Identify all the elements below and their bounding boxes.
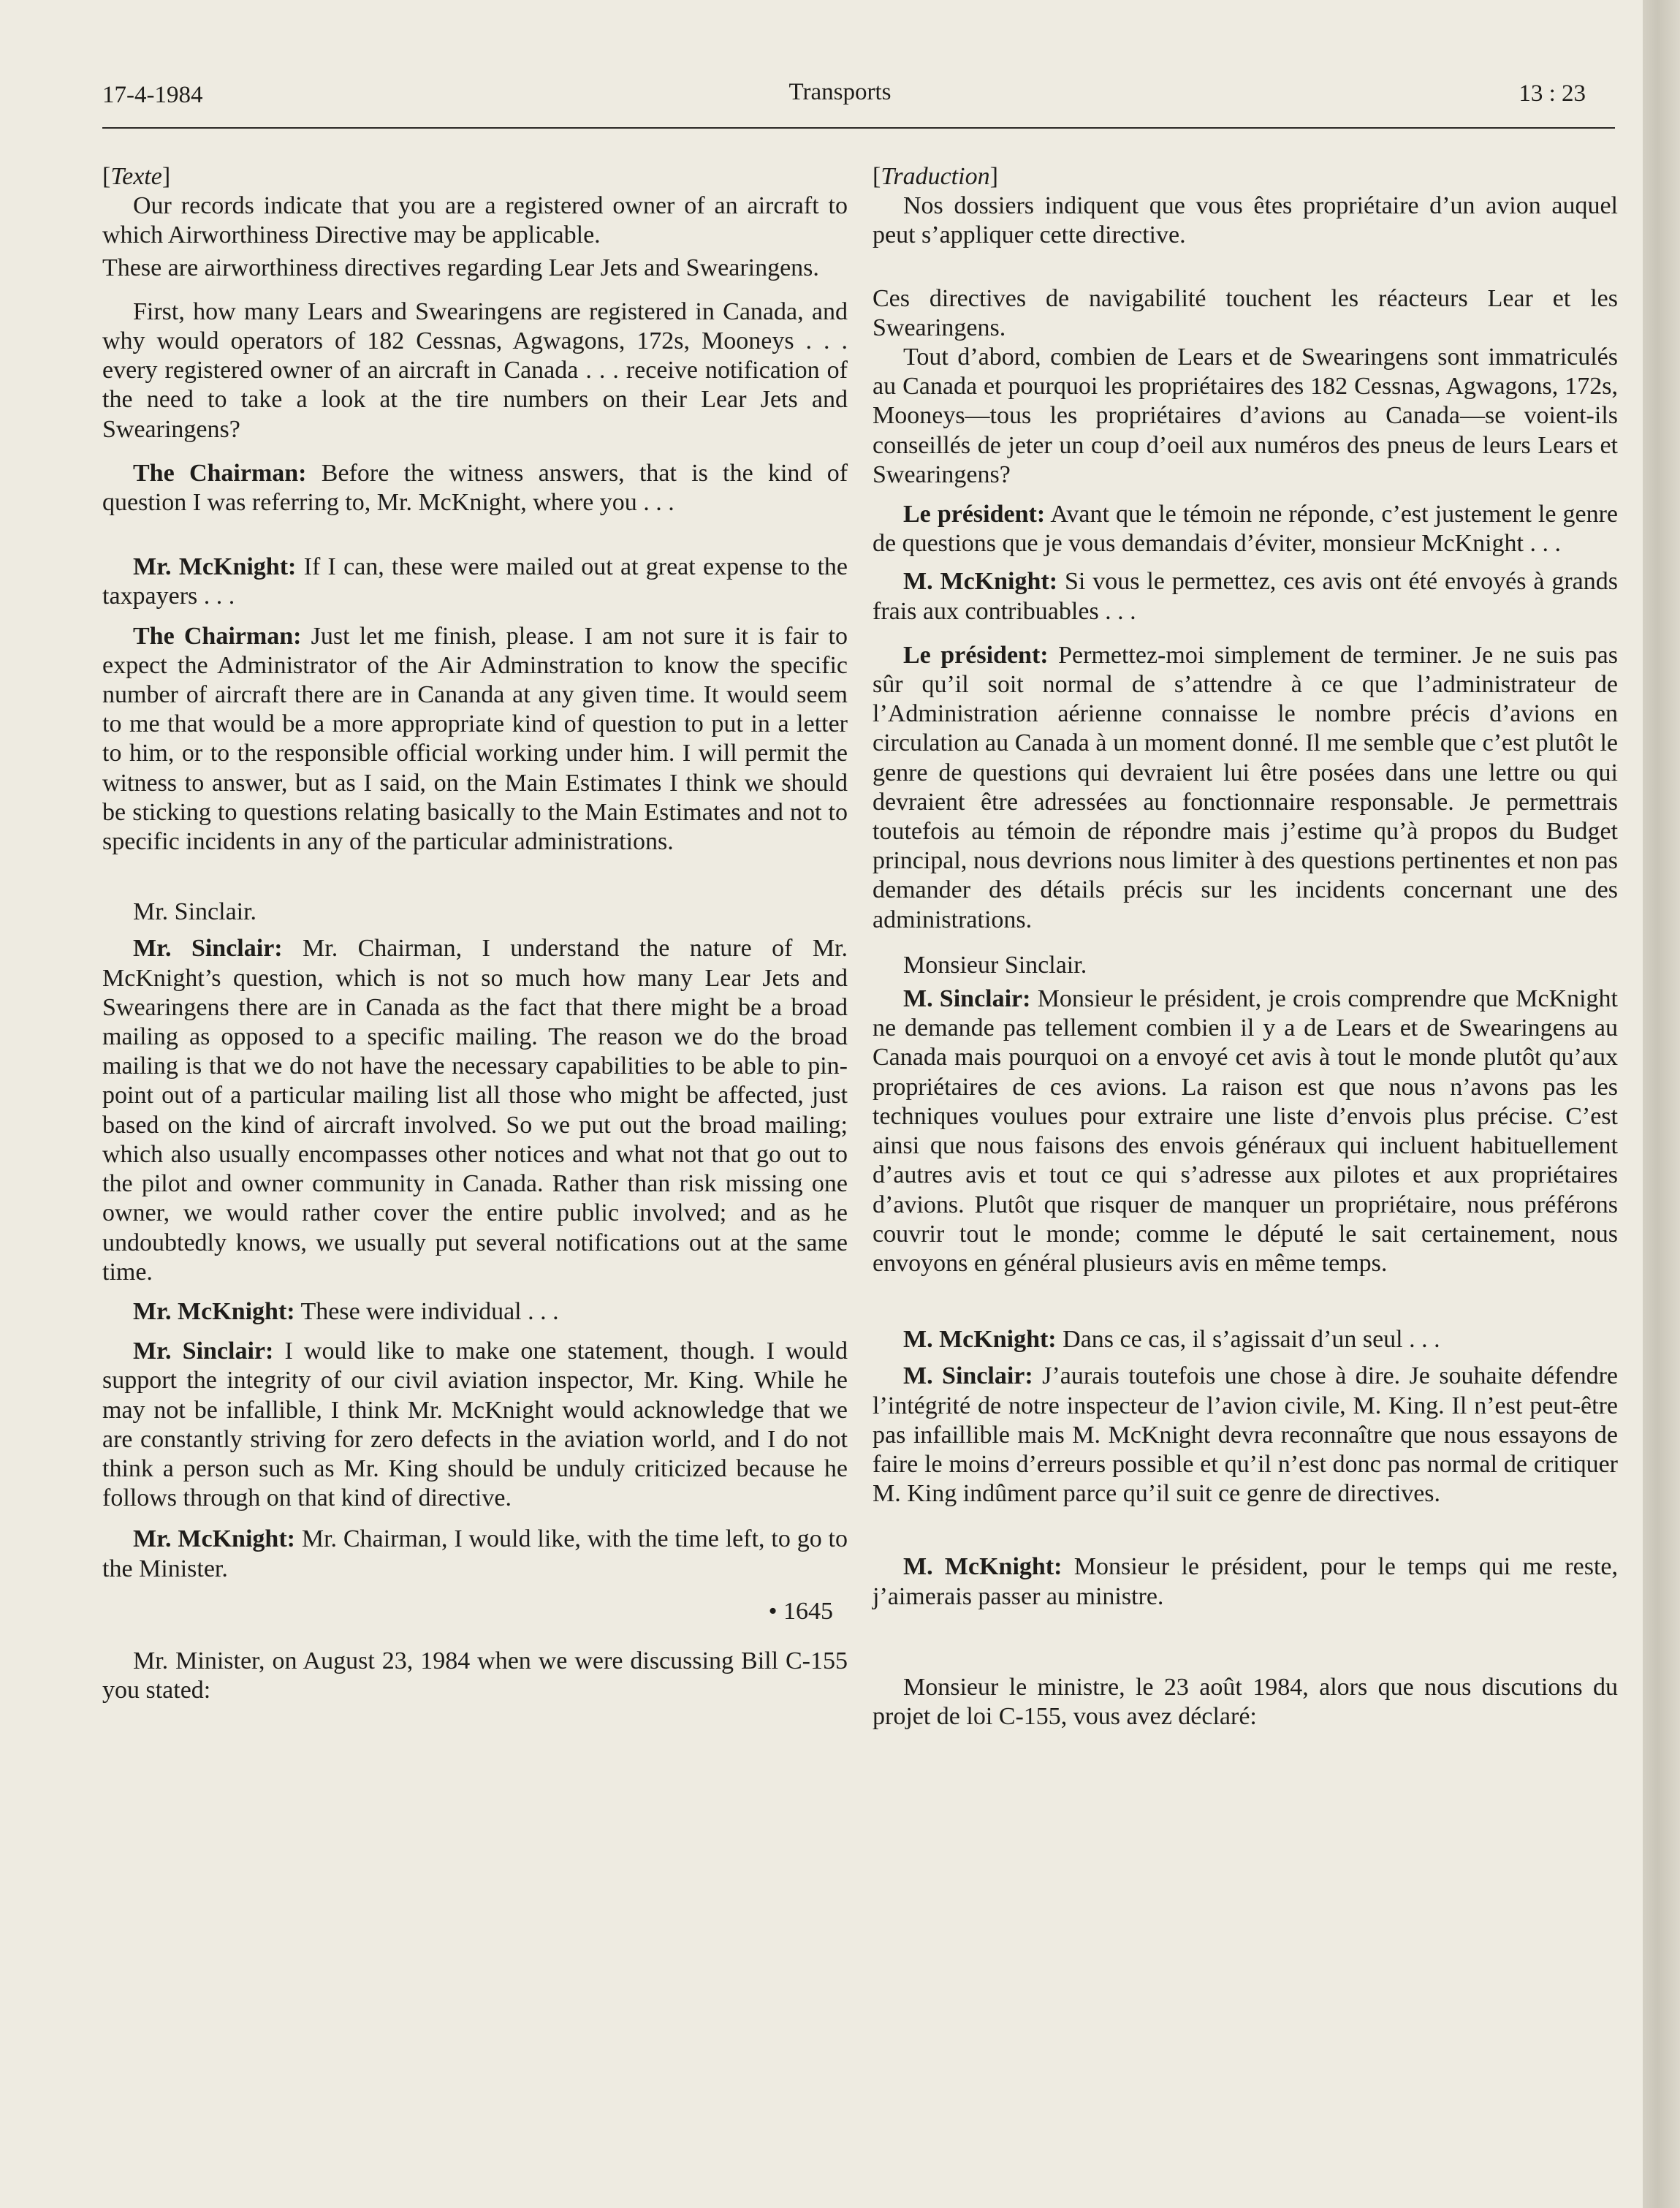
speaker-name: M. McKnight: <box>903 1553 1063 1581</box>
speaker-name: M. McKnight: <box>903 1326 1057 1354</box>
paragraph: The Chairman: Just let me finish, please. I am not sure it is fair to expect the Administrator of the Air Adminstration to know the specific number of aircraft there are in Cananda at any given time. It would seem to me that would be a more appropriate kind of question to put in a letter to him, or to the responsible official working under him. I will permit the witness to answer, but as I said, on the Main Estimates I think we should be sticking to questions relating basically to the Main Estimates and not to specific incidents in any of the particular administrations. <box>102 622 848 856</box>
paragraph: Mr. McKnight: If I can, these were mailed out at great expense to the taxpayers . . . <box>102 553 848 610</box>
paragraph: Le président: Avant que le témoin ne réponde, c’est justement le genre de questions que je vous demandais d’éviter, monsieur McKnight . . . <box>873 501 1619 558</box>
paragraph: Mr. McKnight: Mr. Chairman, I would like, with the time left, to go to the Minister. <box>102 1525 848 1582</box>
paragraph: Tout d’abord, combien de Lears et de Swearingens sont immatriculés au Canada et pourquoi les propriétaires des 182 Cessnas, Agwagons, 172s, Mooneys—tous les propriétaires d’avions au Canada—se voient-ils conseillés de jeter un coup d’oeil aux numéros des pneus de leurs Lears et Swearingens? <box>873 344 1618 488</box>
paragraph: First, how many Lears and Swearingens are registered in Canada, and why would operators of 182 Cessnas, Agwagons, 172s, Mooneys . . . every registered owner of an aircraft in Canada . . . receive notification of the need to take a look at the tire numbers on their Lear Jets and Swearingens? <box>102 297 848 443</box>
paragraph: Mr. Minister, on August 23, 1984 when we were discussing Bill C-155 you stated: <box>102 1647 848 1704</box>
page-date: 17-4-1984 <box>102 82 203 108</box>
time-marker: • 1645 <box>768 1597 833 1625</box>
paragraph: The Chairman: Before the witness answers, that is the kind of question I was referring to, Mr. McKnight, where you . . . <box>102 459 848 517</box>
french-column <box>873 162 1618 1731</box>
paragraph: M. Sinclair: J’aurais toutefois une chose à dire. Je souhaite défendre l’intégrité de notre inspecteur de l’avion civile, M. King. Il n’est peut-être pas infaillible mais M. McKnight devra reconnaître que nous essayons de faire le moins d’erreurs possible et qu’il n’est donc pas normal de critiquer M. King indûment parce qu’il suit ce genre de directives. <box>873 1362 1619 1508</box>
english-column <box>102 162 848 1705</box>
page-title: Transports <box>788 79 892 105</box>
speaker-name: Le président: <box>903 641 1049 669</box>
paragraph: Mr. Sinclair: Mr. Chairman, I understand the nature of Mr. McKnight’s question, which is not so much how many Lear Jets and Swearingens there are in Canada as the fact that there might be a broad mailing as opposed to a specific mailing. The reason we do the broad mailing is that we do not have the necessary capabilities to be able to pin-point out of a particular mailing list all those who might be affected, just based on the kind of aircraft involved. So we put out the broad mailing; which also usually encompasses other notices and what not that go out to the pilot and owner community in Canada. Rather than risk missing one owner, we would rather cover the entire public involved; and as he undoubtedly knows, we usually put several notifications out at the same time. <box>102 935 848 1286</box>
speaker-name: M. McKnight: <box>903 568 1058 596</box>
paragraph: M. McKnight: Dans ce cas, il s’agissait d’un seul . . . <box>903 1326 1440 1354</box>
paragraph: M. McKnight: Monsieur le président, pour le temps qui me reste, j’aimerais passer au ministre. <box>873 1553 1618 1610</box>
speaker-name: M. Sinclair: <box>903 1362 1033 1390</box>
paragraph: Nos dossiers indiquent que vous êtes propriétaire d’un avion auquel peut s’appliquer cette directive. <box>873 192 1618 249</box>
paragraph: Mr. McKnight: These were individual . . . <box>133 1297 559 1325</box>
paragraph: Our records indicate that you are a registered owner of an aircraft to which Airworthiness Directive may be applicable. <box>102 192 848 249</box>
speaker-name: M. Sinclair: <box>903 985 1031 1013</box>
speaker-name: Mr. McKnight: <box>133 1525 295 1553</box>
speaker-name: The Chairman: <box>133 459 307 487</box>
paragraph: Le président: Permettez-moi simplement de terminer. Je ne suis pas sûr qu’il soit normal de s’attendre à ce que l’administrateur de l’Administration aérienne connaisse le nombre précis d’avions en circulation au Canada à un moment donné. Il me semble que c’est plutôt le genre de questions qui devraient lui être posées dans une lettre ou qui devraient être adressées au fonctionnaire responsable. Je permettrais toutefois au témoin de répondre mais j’estime qu’à propos du Budget principal, nous devrions nous limiter à des questions pertinentes et non pas demander des détails précis sur les incidents concernant une des administrations. <box>873 641 1619 933</box>
paragraph: Mr. Sinclair: I would like to make one statement, though. I would support the integrity of our civil aviation inspector, Mr. King. While he may not be infallible, I think Mr. McKnight would acknowledge that we are constantly striving for zero defects in the aviation world, and I do not think a person such as Mr. King should be unduly criticized because he follows through on that kind of directive. <box>102 1338 848 1512</box>
column-tag: [Texte] <box>102 163 171 190</box>
page-number: 13 : 23 <box>1519 80 1586 107</box>
speaker-name: Mr. McKnight: <box>133 1297 295 1325</box>
paragraph: Mr. Sinclair. <box>133 898 257 926</box>
speaker-name: Le président: <box>903 501 1046 528</box>
header-rule <box>102 127 1615 129</box>
paragraph: M. McKnight: Si vous le permettez, ces avis ont été envoyés à grands frais aux contribuables . . . <box>873 568 1618 625</box>
speaker-name: Mr. Sinclair: <box>133 935 283 963</box>
page-edge <box>1643 0 1680 2208</box>
paragraph: M. Sinclair: Monsieur le président, je crois comprendre que McKnight ne demande pas tellement combien il y a de Lears et de Swearingens au Canada mais pourquoi on a envoyé cet avis à tout le monde plutôt qu’aux propriétaires de ces avions. La raison est que nous n’avons pas les techniques voulues pour extraire une liste d’envois plus précise. C’est ainsi que nous faisons des envois généraux qui incluent habituellement d’autres avis et tout ce qui s’adresse aux pilotes et aux propriétaires d’avions. Plutôt que risquer de manquer un propriétaire, nous préférons couvrir tout le monde; comme le député le sait certainement, nous envoyons en général plusieurs avis en même temps. <box>873 985 1618 1277</box>
speaker-name: Mr. McKnight: <box>133 553 297 581</box>
speaker-name: Mr. Sinclair: <box>133 1338 274 1365</box>
column-tag: [Traduction] <box>873 163 998 190</box>
speaker-name: The Chairman: <box>133 622 302 650</box>
paragraph: Monsieur le ministre, le 23 août 1984, alors que nous discutions du projet de loi C-155, vous avez déclaré: <box>873 1673 1618 1730</box>
paragraph: Monsieur Sinclair. <box>903 951 1087 979</box>
paragraph: Ces directives de navigabilité touchent les réacteurs Lear et les Swearingens. <box>873 284 1618 341</box>
paragraph: These are airworthiness directives regarding Lear Jets and Swearingens. <box>102 254 819 281</box>
